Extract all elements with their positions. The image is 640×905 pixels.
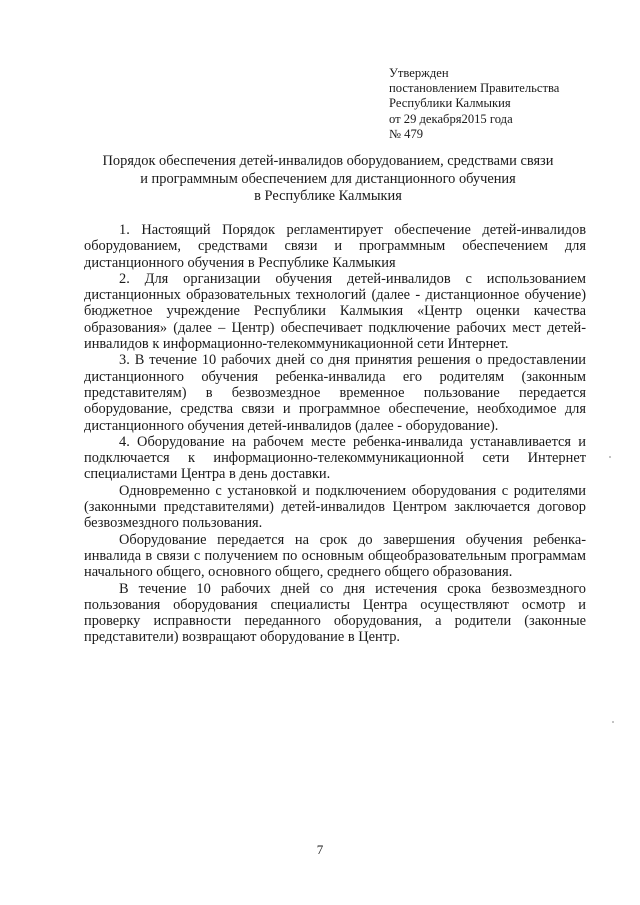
approval-number: № 479 (389, 126, 424, 141)
paragraph-1: 1. Настоящий Порядок регламентирует обеспечение детей-инвалидов оборудованием, средствами связи и программным обеспечением для дистанционного обучения в Республике Калмыкия (84, 222, 586, 271)
approval-line: Утвержден (389, 66, 449, 80)
document-body (84, 222, 586, 646)
scan-artifact (609, 456, 611, 458)
paragraph-3: 3. В течение 10 рабочих дней со дня принятия решения о предоставлении дистанционного обучения ребенка-инвалида его родителям (законным представителям) в безвозмездное временное пользование передается оборудование, средства связи и программное обеспечение, необходимое для дистанционного обучения детей-инвалидов (далее - оборудование). (84, 352, 586, 434)
document-title (100, 153, 556, 206)
paragraph-2: 2. Для организации обучения детей-инвалидов с использованием дистанционных образовательных технологий (далее - дистанционное обучение) бюджетное учреждение Республики Калмыкия «Центр оценки качества образования» (далее – Центр) обеспечивает подключение рабочих мест детей-инвалидов к информационно-телекоммуникационной сети Интернет. (84, 270, 586, 353)
scan-artifact (612, 721, 614, 723)
page-number: 7 (316, 842, 324, 857)
paragraph-7: В течение 10 рабочих дней со дня истечения срока безвозмездного пользования оборудования специалисты Центра осуществляют осмотр и проверку исправности переданного оборудования, а родители (законные представители) возвращают оборудование в Центр. (84, 580, 586, 646)
title-line: и программным обеспечением для дистанционного обучения (140, 170, 516, 187)
approval-line: постановлением Правительства (389, 81, 560, 96)
approval-stamp (389, 66, 619, 142)
approval-line: Республики Калмыкия (389, 96, 511, 111)
paragraph-5: Одновременно с установкой и подключением оборудования с родителями (законными представителями) детей-инвалидов Центром заключается договор безвозмездного пользования. (84, 482, 586, 532)
paragraph-6: Оборудование передается на срок до завершения обучения ребенка-инвалида в связи с получением по основным общеобразовательным программам начального общего, основного общего, среднего общего образования. (84, 531, 586, 581)
title-line: в Республике Калмыкия (254, 188, 402, 205)
title-line: Порядок обеспечения детей-инвалидов оборудованием, средствами связи (102, 153, 554, 169)
paragraph-4: 4. Оборудование на рабочем месте ребенка-инвалида устанавливается и подключается к информационно-телекоммуникационной сети Интернет специалистами Центра в день доставки. (84, 433, 586, 483)
approval-date: от 29 декабря2015 года (389, 111, 513, 126)
